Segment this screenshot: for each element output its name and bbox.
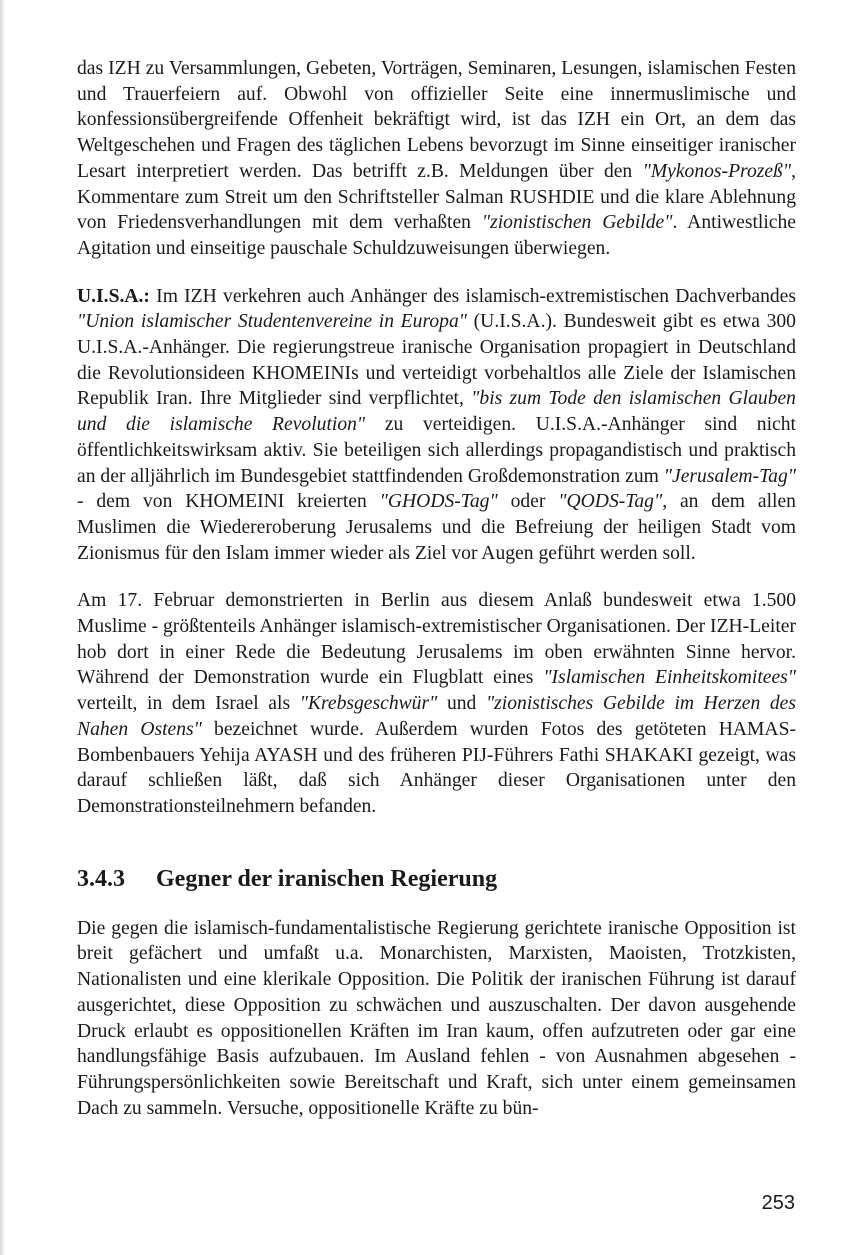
paragraph-demonstration — [77, 588, 796, 819]
text-run: oder — [497, 491, 559, 513]
text-run: , Kommentare zum Streit um den Schriftsteller Salman RUSHDIE und die klare Ablehnung von Friedensverhandlungen mit dem verhaßten — [77, 160, 796, 234]
quote-qods-day: "QODS-Tag" — [558, 491, 663, 513]
quote-union-name: "Union islamischer Studentenvereine in Europa" — [77, 311, 467, 333]
text-run: . Antiwestliche Agitation und einseitige pauschale Schuldzuweisungen überwiegen. — [77, 212, 797, 259]
quote-mykonos: "Mykonos-Prozeß" — [642, 160, 792, 182]
paragraph-lead-uisa: U.I.S.A.: — [77, 285, 150, 307]
quote-ghods-day: "GHODS-Tag" — [379, 491, 498, 513]
text-run: , an dem allen Muslimen die Wiedereroberung Jerusalems und die Befreiung der heiligen Stadt vom Zionismus für den Islam immer wieder als Ziel vor Augen geführt werden soll. — [77, 491, 796, 564]
text-run: bezeichnet wurde. Außerdem wurden Fotos des getöteten HAMAS-Bombenbauers Yehija AYASH und des früheren PIJ-Führers Fathi SHAKAKI gezeigt, was darauf schließen läßt, daß sich Anhänger dieser Organisationen unter den Demonstrationsteilnehmern befanden. — [77, 718, 796, 817]
quote-cancer: "Krebsgeschwür" — [299, 693, 438, 715]
quote-zionist-entity-middle-east: "zionistisches Gebilde im Herzen des Nahen Ostens" — [77, 693, 796, 740]
section-number: 3.4.3 — [77, 865, 125, 892]
text-run: Im IZH verkehren auch Anhänger des islamisch-extremistischen Dachverbandes — [149, 285, 796, 307]
section-title: Gegner der iranischen Regierung — [156, 865, 498, 892]
quote-zionist-entity: "zionistischen Gebilde" — [481, 212, 673, 234]
text-run: zu verteidigen. U.I.S.A.-Anhänger sind nicht öffentlichkeitswirksam aktiv. Sie beteiligen sich allerdings propagandistisch und praktisch an der alljährlich im Bundesgebiet stattfindenden Großdemonstration zum — [77, 414, 796, 487]
text-run: und — [437, 693, 486, 715]
paragraph-opposition — [77, 916, 796, 1122]
quote-jerusalem-day: "Jerusalem-Tag" — [663, 465, 796, 487]
quote-unity-committee: "Islamischen Einheitskomitees" — [543, 667, 797, 689]
section-heading — [77, 864, 796, 894]
page-content — [77, 56, 796, 1121]
text-run: - dem von KHOMEINI kreierten — [77, 491, 380, 513]
text-run: Am 17. Februar demonstrierten in Berlin aus diesem Anlaß bundesweit etwa 1.500 Muslime - größtenteils Anhänger islamisch-extremistischer Organisationen. Der IZH-Leiter hob dort in einer Rede die Bedeutung Jerusalems im oben erwähnten Sinne hervor. Während der Demonstration wurde ein Flugblatt eines — [77, 590, 796, 689]
quote-oath: "bis zum Tode den islamischen Glauben und die islamische Revolution" — [77, 388, 796, 436]
text-run: Die gegen die islamisch-fundamentalistische Regierung gerichtete iranische Opposition ist breit gefächert und umfaßt u.a. Monarchisten, Marxisten, Maoisten, Trotzkisten, Nationalisten und eine klerikale Opposition. Die Politik der iranischen Führung ist darauf ausgerichtet, diese Opposition zu schwächen und auszuschalten. Der davon ausgehende Druck erlaubt es oppositionellen Kräften im Iran kaum, offen aufzutreten oder gar eine handlungsfähige Basis aufzubauen. Im Ausland fehlen - von Ausnahmen abgesehen - Führungspersönlichkeiten sowie Bereitschaft und Kraft, sich unter einem gemeinsamen Dach zu sammeln. Versuche, oppositionelle Kräfte zu bün- — [77, 917, 796, 1119]
paragraph-izh-activities — [77, 56, 796, 262]
page-edge-shadow — [0, 0, 6, 1255]
text-run: das IZH zu Versammlungen, Gebeten, Vorträgen, Seminaren, Lesungen, islamischen Festen und Trauerfeiern auf. Obwohl von offizieller Seite eine innermuslimische und konfessionsübergreifende Offenheit bekräftigt wird, ist das IZH ein Ort, an dem das Weltgeschehen und Fragen des täglichen Lebens bevorzugt im Sinne einseitiger iranischer Lesart interpretiert werden. Das betrifft z.B. Meldungen über den — [77, 58, 796, 182]
text-run: verteilt, in dem Israel als — [77, 693, 300, 715]
text-run: (U.I.S.A.). Bundesweit gibt es etwa 300 U.I.S.A.-Anhänger. Die regierungstreue iranische Organisation propagiert in Deutschland die Revolutionsideen KHOMEINIs und verteidigt vorbehaltlos alle Ziele der Islamischen Republik Iran. Ihre Mitglieder sind verpflichtet, — [77, 311, 796, 410]
page-number: 253 — [761, 1192, 795, 1214]
paragraph-uisa — [77, 284, 796, 567]
